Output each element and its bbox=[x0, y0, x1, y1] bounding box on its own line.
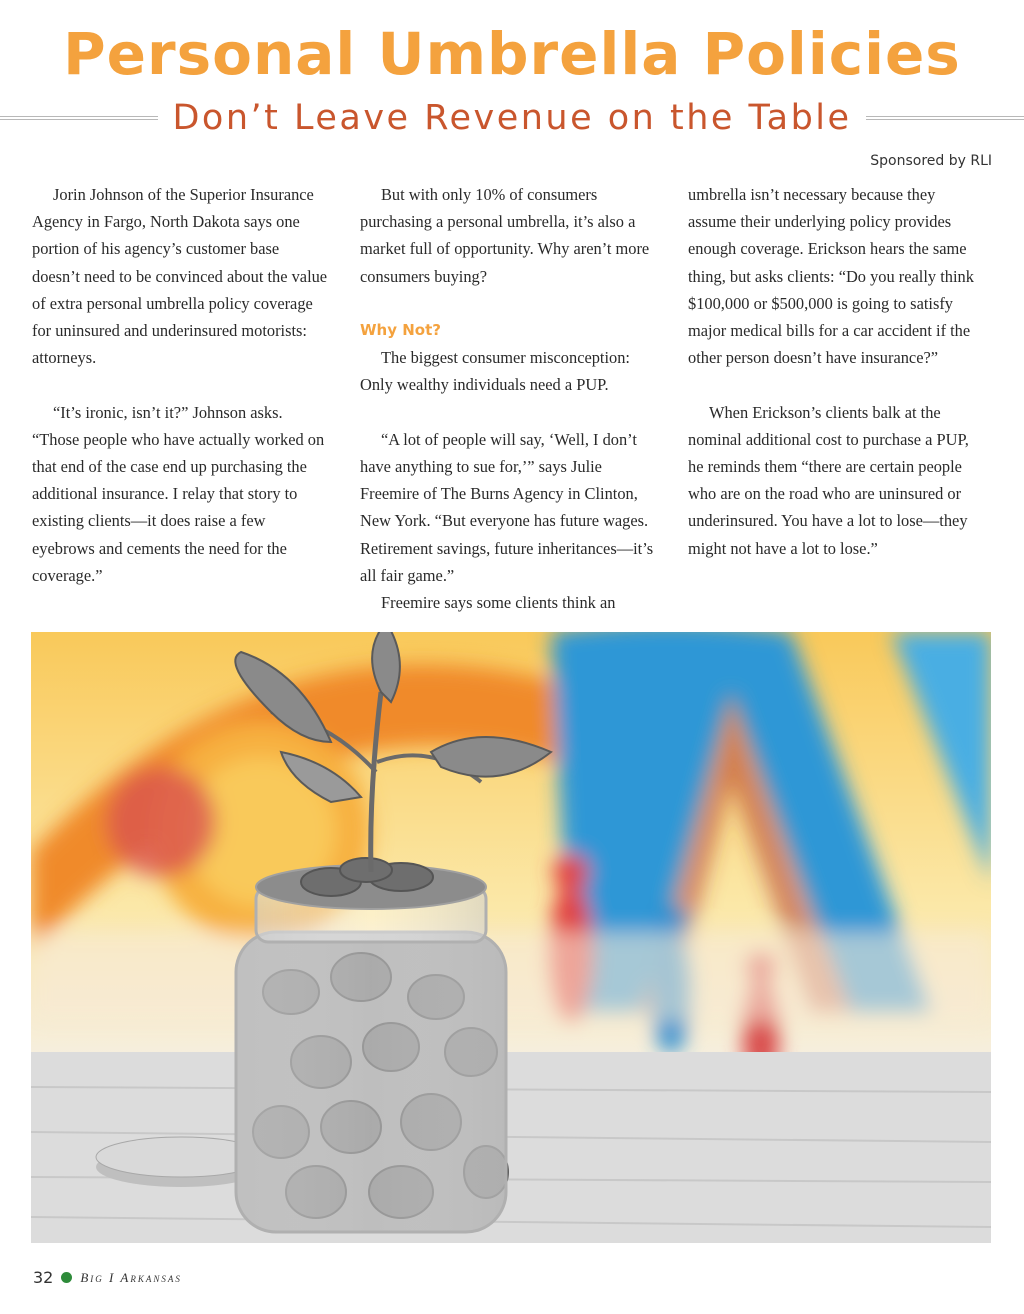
article-title: Personal Umbrella Policies bbox=[63, 20, 961, 88]
column-3 bbox=[688, 181, 984, 562]
paragraph: But with only 10% of consumers purchasing a personal umbrella, it’s also a market full of opportunity. Why aren’t more consumers buying? bbox=[360, 185, 650, 286]
bullet-dot-icon bbox=[61, 1272, 72, 1283]
column-1 bbox=[32, 181, 328, 589]
paragraph: “A lot of people will say, ‘Well, I don’t have anything to sue for,’” says Julie Freemire of The Burns Agency in Clinton, New York. “But everyone has future wages. Retirement savings, future inheritances—it’s all fair game.” bbox=[360, 429, 654, 585]
paragraph: Jorin Johnson of the Superior Insurance Agency in Fargo, North Dakota says one portion of his agency’s customer base doesn’t need to be convinced about the value of extra personal umbrella policy coverage for uninsured and underinsured motorists: attorneys. bbox=[32, 185, 328, 368]
left-rule bbox=[0, 116, 158, 120]
paragraph: Freemire says some clients think an bbox=[381, 593, 616, 613]
page-footer bbox=[33, 1268, 182, 1287]
paragraph: “It’s ironic, isn’t it?” Johnson asks. “Those people who have actually worked on that end of the case end up purchasing the additional insurance. I relay that story to existing clients—it does raise a few eyebrows and cements the need for the coverage.” bbox=[32, 402, 325, 585]
glass-jar bbox=[236, 858, 508, 1232]
background-painting bbox=[31, 632, 991, 1087]
section-subhead: Why Not? bbox=[360, 321, 441, 339]
sponsor-line: Sponsored by RLI bbox=[870, 153, 992, 169]
article-subtitle: Don’t Leave Revenue on the Table bbox=[172, 98, 852, 138]
subtitle-row bbox=[0, 96, 1024, 140]
paragraph: The biggest consumer misconception: Only wealthy individuals need a PUP. bbox=[360, 348, 630, 395]
paragraph: When Erickson’s clients balk at the nominal additional cost to purchase a PUP, he reminds them “there are certain people who are on the road who are uninsured or underinsured. You have a lot to lose—they might not have a lot to lose.” bbox=[688, 402, 969, 558]
paragraph: umbrella isn’t necessary because they assume their underlying policy provides enough coverage. Erickson hears the same thing, but asks clients: “Do you really think $100,000 or $500,000 is going to satisfy major medical bills for a car accident if the other person doesn’t have insurance?” bbox=[688, 185, 974, 368]
page-number: 32 bbox=[33, 1268, 54, 1287]
coin-jar-photo bbox=[31, 632, 991, 1243]
magazine-name: Big I Arkansas bbox=[80, 1269, 182, 1285]
coin-jar-illustration bbox=[31, 632, 991, 1243]
column-2 bbox=[360, 181, 656, 616]
right-rule bbox=[866, 116, 1024, 120]
